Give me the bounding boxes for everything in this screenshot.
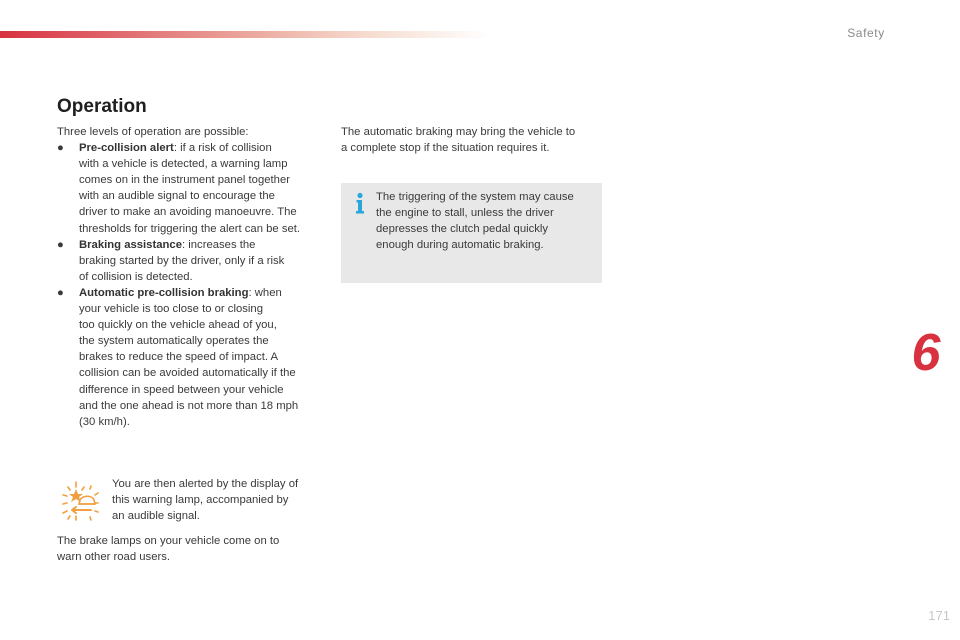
warning-lamp-note (57, 476, 322, 524)
left-column (57, 124, 322, 430)
intro-text: Three levels of operation are possible: (57, 126, 249, 138)
warning-lamp-text: You are then alerted by the display of this warning lamp, accompanied by an audible signal. (112, 478, 299, 523)
page-number: 171 (928, 608, 950, 623)
bullet-icon: ● (57, 142, 64, 155)
header-accent-bar (0, 31, 490, 38)
chapter-number: 6 (911, 324, 941, 382)
bullet-icon: ● (57, 286, 64, 299)
section-title: Safety (847, 26, 885, 40)
page-heading: Operation (57, 96, 147, 117)
bullet-term: Automatic pre-collision braking (79, 286, 249, 299)
info-icon (353, 191, 367, 215)
bullet-term: Braking assistance (79, 238, 182, 251)
right-column (341, 124, 605, 156)
bullet-term: Pre-collision alert (79, 142, 174, 155)
automatic-braking-text: The automatic braking may bring the vehicle to a complete stop if the situation requires it. (341, 126, 576, 155)
info-note-box (341, 183, 602, 283)
info-note-text: The triggering of the system may cause the engine to stall, unless the driver depresses the clutch pedal quickly enough during automatic braking. (376, 191, 574, 252)
bullet-icon: ● (57, 238, 64, 251)
bullet-pre-collision-alert: ● Pre-collision alert: if a risk of collision with a vehicle is detected, a warning lamp comes on in the instrument panel together with an audible signal to encourage the driver to make an avoiding manoeuvre. The thresholds for triggering the alert can be set. (57, 142, 301, 235)
brake-lamps-text: The brake lamps on your vehicle come on to warn other road users. (57, 535, 280, 564)
bullet-automatic-braking: ● Automatic pre-collision braking: when your vehicle is too close to or closing too quickly on the vehicle ahead of you, the system automatically operates the brakes to reduce the speed of impact. A collision can be avoided automatically if the difference in speed between your vehicle and the one ahead is not more than 18 mph (30 km/h). (57, 286, 299, 428)
bullet-braking-assistance: ● Braking assistance: increases the braking started by the driver, only if a risk of collision is detected. (57, 238, 285, 283)
collision-alert-warning-lamp-icon (57, 478, 103, 524)
